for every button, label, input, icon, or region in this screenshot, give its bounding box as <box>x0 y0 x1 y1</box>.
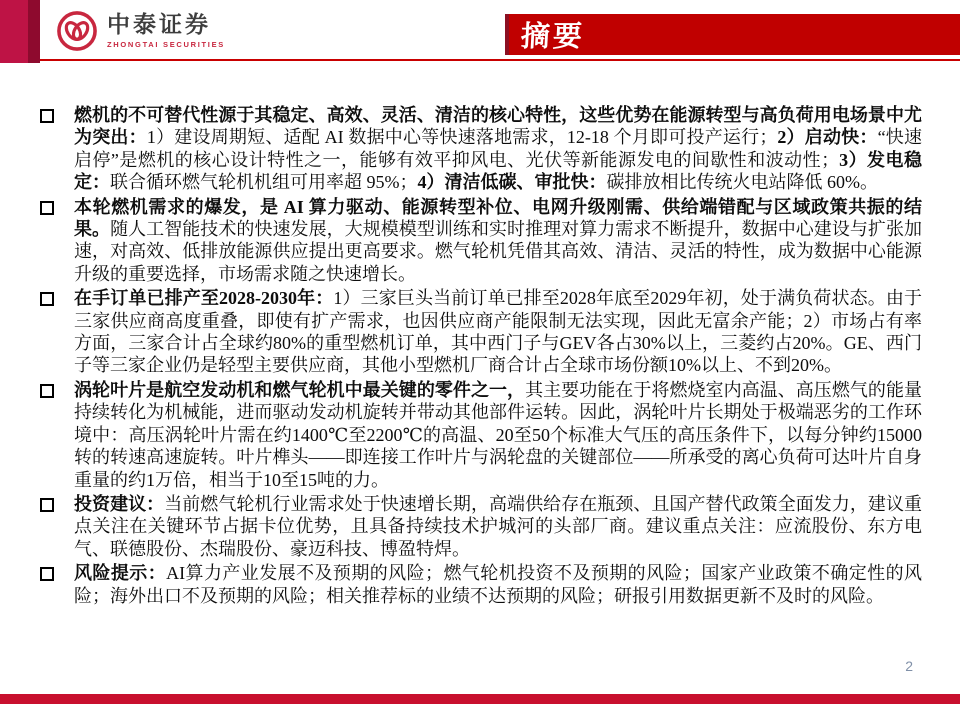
bullet-square-icon <box>40 201 54 215</box>
bullet-item-6 <box>40 562 922 607</box>
bullet-square-icon <box>40 109 54 123</box>
bullet-text-run: 随人工智能技术的快速发展，大规模模型训练和实时推理对算力需求不断提升，数据中心建设与扩张加速，对高效、低排放能源供应提出更高要求。燃气轮机凭借其高效、清洁、灵活的特性，成为数据中心能源升级的重要选择，市场需求随之快速增长。 <box>74 219 923 284</box>
bullet-square-icon <box>40 567 54 581</box>
corner-decor-dark <box>28 0 40 63</box>
bullet-emphasis-run: 在手订单已排产至2028-2030年： <box>74 288 334 309</box>
bullet-text-run: 联合循环燃气轮机机组可用率超 95%； <box>110 172 418 193</box>
bullet-square-icon <box>40 292 54 306</box>
bullet-text <box>74 493 922 560</box>
bullet-text <box>74 104 922 194</box>
header-divider-line <box>0 59 960 61</box>
bullet-square-icon <box>40 384 54 398</box>
bullet-text-run: AI算力产业发展不及预期的风险；燃气轮机投资不及预期的风险；国家产业政策不确定性的风险；海外出口不及预期的风险；相关推荐标的业绩不达预期的风险；研报引用数据更新不及时的风险。 <box>74 563 923 606</box>
bullet-item-1 <box>40 104 922 194</box>
bullet-text-run: “快速启停”是燃机的核心设计特性之一，能够有效平抑风电、光伏等新能源发电的间歇性和波动性； <box>74 127 923 170</box>
bullet-text <box>74 196 922 286</box>
page-number: 2 <box>905 658 913 674</box>
bullet-square-icon <box>40 498 54 512</box>
company-logo <box>56 10 225 52</box>
bullet-item-4 <box>40 379 922 491</box>
corner-decor-main <box>0 0 28 63</box>
bullet-list <box>40 104 922 609</box>
bullet-emphasis-run: 投资建议： <box>74 493 165 514</box>
bullet-text-run: 1）三家巨头当前订单已排至2028年底至2029年初，处于满负荷状态。由于三家供应商高度重叠，即使有扩产需求，也因供应商产能限制无法实现，因此无富余产能；2）市场占有率方面，三家合计占全球约80%的重型燃机订单，其中西门子与GEV各占30%以上，三菱约占20%。GE、西门子等三家企业仍是轻型主要供应商，其他小型燃机厂商合计占全球市场份额10%以上、不到20%。 <box>74 288 922 376</box>
zhongtai-logo-icon <box>56 10 98 52</box>
bullet-text <box>74 562 922 607</box>
bullet-text <box>74 379 922 491</box>
bullet-text-run: 1）建设周期短、适配 AI 数据中心等快速落地需求，12-18 个月即可投产运行； <box>146 127 778 148</box>
section-title: 摘要 <box>520 21 586 53</box>
bullet-emphasis-run: 燃机的不可替代性源于其稳定、高效、灵活、清洁的核心特性，这些优势在能源转型与高负荷用电场景中尤为突出： <box>74 105 922 148</box>
bullet-text-run: 碳排放相比传统火电站降低 60%。 <box>606 172 878 193</box>
bullet-item-3 <box>40 287 922 377</box>
logo-text-block <box>107 13 225 48</box>
bullet-emphasis-run: 2）启动快： <box>777 127 878 148</box>
bullet-emphasis-run: 4）清洁低碳、审批快： <box>417 172 607 193</box>
bullet-text-run: 当前燃气轮机行业需求处于快速增长期，高端供给存在瓶颈、且国产替代政策全面发力，建议重点关注在关键环节占据卡位优势，且具备持续技术护城河的头部厂商。建议重点关注：应流股份、东方电气、联德股份、杰瑞股份、豪迈科技、博盈特焊。 <box>74 493 922 559</box>
bullet-emphasis-run: 涡轮叶片是航空发动机和燃气轮机中最关键的零件之一， <box>74 379 526 400</box>
bullet-text-run: 其主要功能在于将燃烧室内高温、高压燃气的能量持续转化为机械能，进而驱动发动机旋转并带动其他部件运转。因此，涡轮叶片长期处于极端恶劣的工作环境中：高压涡轮叶片需在约1400℃至2200℃的高温、20至50个标准大气压的高压条件下，以每分钟约15000转的转速高速旋转。叶片榫头——即连接工作叶片与涡轮盘的关键部位——所承受的离心负荷可达叶片自身重量的约1万倍，相当于10至15吨的力。 <box>74 379 923 490</box>
bullet-item-2 <box>40 196 922 286</box>
logo-company-name-en: ZHONGTAI SECURITIES <box>107 39 225 49</box>
bullet-emphasis-run: 3）发电稳定： <box>74 149 922 193</box>
bullet-emphasis-run: 本轮燃机需求的爆发，是 AI 算力驱动、能源转型补位、电网升级刚需、供给端错配与区域政策共振的结果。 <box>74 196 922 240</box>
footer-bar <box>0 694 960 704</box>
bullet-item-5 <box>40 493 922 560</box>
section-title-banner <box>505 14 960 55</box>
bullet-text <box>74 287 922 377</box>
bullet-emphasis-run: 风险提示： <box>74 563 167 584</box>
logo-company-name-cn: 中泰证券 <box>107 12 211 38</box>
